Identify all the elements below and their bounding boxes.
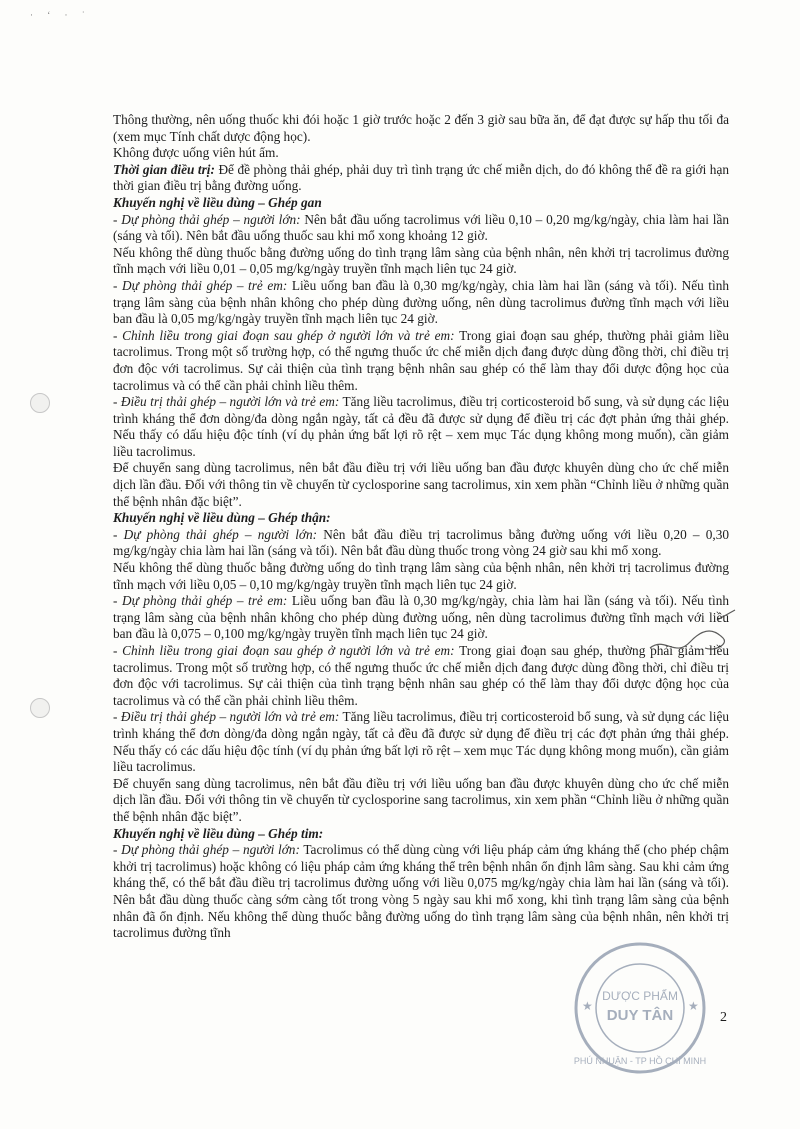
svg-text:DUY TÂN: DUY TÂN xyxy=(606,1007,674,1024)
paragraph-label: - Dự phòng thải ghép – trẻ em: xyxy=(113,593,288,609)
paragraph xyxy=(113,328,729,394)
svg-text:★: ★ xyxy=(688,999,699,1013)
paragraph-text: Tăng liều tacrolimus, điều trị corticosteroid bổ sung, và sử dụng các liệu trình kháng thể đơn dòng/đa dòng ngắn ngày, tất cả đều đã được sử dụng để điều trị các đợt phản ứng thải ghép. Nếu thấy có dấu hiệu độc tính (ví dụ phản ứng bất lợi rõ rệt – xem mục Tác dụng không mong muốn), cần giảm liều tacrolimus. xyxy=(113,394,730,459)
paragraph-text: Nên bắt đầu uống tacrolimus với liều 0,10 – 0,20 mg/kg/ngày, chia làm hai lần (sáng và tối). Nên bắt đầu uống thuốc sau khi mổ xong khoảng 12 giờ. xyxy=(113,211,729,244)
section-heading: Khuyến nghị về liều dùng – Ghép gan xyxy=(113,194,322,210)
paragraph xyxy=(113,278,729,328)
company-stamp xyxy=(560,938,720,1078)
paragraph-label: - Dự phòng thải ghép – người lớn: xyxy=(113,211,301,227)
paragraph xyxy=(113,394,729,460)
paragraph-text: Tăng liều tacrolimus, điều trị corticosteroid bổ sung, và sử dụng các liệu trình kháng thể đơn dòng/đa dòng ngắn ngày, tất cả đều đã được sử dụng để điều trị các đợt phản ứng thải ghép. Nếu thấy có các dấu hiệu độc tính (ví dụ phản ứng bất lợi rõ rệt – xem mục Tác dụng không mong muốn), cần giảm liều tacrolimus. xyxy=(113,709,730,775)
paragraph-text: Nếu không thể dùng thuốc bằng đường uống do tình trạng lâm sàng của bệnh nhân, nên khởi trị tacrolimus đường tĩnh mạch với liều 0,01 – 0,05 mg/kg/ngày truyền tĩnh mạch liên tục 24 giờ. xyxy=(113,244,729,277)
paragraph-text: Không được uống viên hút ẩm. xyxy=(113,145,279,161)
svg-text:DƯỢC PHẨM: DƯỢC PHẨM xyxy=(602,989,678,1003)
section-heading: Khuyến nghị về liều dùng – Ghép thận: xyxy=(113,510,331,526)
paragraph-text: Để chuyển sang dùng tacrolimus, nên bắt đầu điều trị với liều uống ban đầu được khuyên dùng cho ức chế miễn dịch lần đầu. Đối với thông tin về chuyển từ cyclosporine sang tacrolimus, xin xem phần “Chỉnh liều ở những quần thể bệnh nhân đặc biệt”. xyxy=(113,460,729,509)
paragraph xyxy=(113,145,729,162)
paragraph xyxy=(113,527,729,560)
paragraph xyxy=(113,112,729,145)
paragraph xyxy=(113,643,729,709)
paragraph-text: Nếu không thể dùng thuốc bằng đường uống do tình trạng lâm sàng của bệnh nhân, nên khởi trị tacrolimus đường tĩnh mạch với liều 0,05 – 0,10 mg/kg/ngày truyền tĩnh mạch liên tục 24 giờ. xyxy=(113,560,729,592)
paragraph-label: - Điều trị thải ghép – người lớn và trẻ em: xyxy=(113,394,340,410)
paragraph-text: Để đề phòng thải ghép, phải duy trì tình trạng ức chế miễn dịch, do đó không thể đề ra giới hạn thời gian điều trị bằng đường uống. xyxy=(113,161,729,194)
paragraph-text: Trong giai đoạn sau ghép, thường phải giảm liều tacrolimus. Trong một số trường hợp, có thể ngưng thuốc ức chế miễn dịch đang được dùng đồng thời, chỉ điều trị đơn độc với tacrolimus. Sự cải thiện của tình trạng bệnh nhân sau ghép có thể làm thay đổi dược động học của tacrolimus và có thể cần phải chỉnh liều thêm. xyxy=(113,643,729,708)
paragraph xyxy=(113,560,729,593)
page-number: 2 xyxy=(720,1010,727,1025)
paragraph-label: - Chỉnh liều trong giai đoạn sau ghép ở người lớn và trẻ em: xyxy=(113,643,455,658)
paragraph-label: - Dự phòng thải ghép – trẻ em: xyxy=(113,277,288,293)
paragraph-text: Để chuyển sang dùng tacrolimus, nên bắt đầu điều trị với liều uống ban đầu được khuyên dùng cho ức chế miễn dịch lần đầu. Đối với thông tin về chuyển từ cyclosporine sang tacrolimus, xin xem phần “Chỉnh liều ở những quần thể bệnh nhân đặc biệt”. xyxy=(113,775,729,824)
paragraph-text: Thông thường, nên uống thuốc khi đói hoặc 1 giờ trước hoặc 2 đến 3 giờ sau bữa ăn, để đạt được sự hấp thu tối đa (xem mục Tính chất dược động học). xyxy=(113,112,729,144)
handwritten-signature xyxy=(645,608,740,668)
paragraph xyxy=(113,162,729,195)
paragraph xyxy=(113,460,729,510)
paragraph xyxy=(113,709,729,775)
paragraph-label: - Dự phòng thải ghép – người lớn: xyxy=(113,842,300,858)
binder-hole-bottom xyxy=(30,698,50,718)
paragraph-text: Liều uống ban đầu là 0,30 mg/kg/ngày, chia làm hai lần (sáng và tối). Nếu tình trạng lâm sàng của bệnh nhân không cho phép dùng đường uống, nên dùng tacrolimus đường tĩnh mạch với liều ban đầu là 0,05 mg/kg/ngày truyền tĩnh mạch liên tục 24 giờ. xyxy=(113,277,729,327)
paragraph-text: Liều uống ban đầu là 0,30 mg/kg/ngày, chia làm hai lần (sáng và tối). Nếu tình trạng lâm sàng của bệnh nhân không cho phép dùng đường uống, nên dùng tacrolimus đường tĩnh mạch với liều ban đầu là 0,075 – 0,100 mg/kg/ngày truyền tĩnh mạch liên tục 24 giờ. xyxy=(113,593,729,642)
paragraph xyxy=(113,212,729,245)
paragraph-label: - Dự phòng thải ghép – người lớn: xyxy=(113,526,318,542)
paragraph xyxy=(113,245,729,278)
paragraph xyxy=(113,776,729,826)
document-body xyxy=(113,112,729,942)
binder-hole-top xyxy=(30,393,50,413)
svg-text:★: ★ xyxy=(582,999,593,1013)
paragraph-label: Thời gian điều trị: xyxy=(113,161,215,177)
paragraph xyxy=(113,593,729,643)
paragraph-text: Tacrolimus có thể dùng cùng với liệu pháp cảm ứng kháng thể (cho phép chậm khởi trị tacrolimus) hoặc không có liệu pháp cảm ứng kháng thể trên bệnh nhân ổn định lâm sàng. Sau khi cảm ứng kháng thể, có thể bắt đầu điều trị tacrolimus đường uống với liều 0,075 mg/kg/ngày chia làm hai lần (sáng và tối). Nên bắt đầu dùng thuốc càng sớm càng tốt trong vòng 5 ngày sau khi mổ xong, khi tình trạng lâm sàng của bệnh nhân đã ổn định. Nếu không thể dùng thuốc bằng đường uống do tình trạng lâm sàng của bệnh nhân, nên khởi trị tacrolimus đường tĩnh xyxy=(113,842,729,941)
paragraph-text: Nên bắt đầu điều trị tacrolimus bằng đường uống với liều 0,20 – 0,30 mg/kg/ngày chia làm hai lần (sáng và tối). Nên bắt đầu dùng thuốc trong vòng 24 giờ sau khi mổ xong. xyxy=(113,526,729,559)
svg-text:PHÚ NHUẬN - TP HỒ CHÍ MINH: PHÚ NHUẬN - TP HỒ CHÍ MINH xyxy=(573,1056,707,1066)
paragraph xyxy=(113,842,729,942)
paragraph-text: Trong giai đoạn sau ghép, thường phải giảm liều tacrolimus. Trong một số trường hợp, có thể ngưng thuốc ức chế miễn dịch đang được dùng đồng thời, chỉ điều trị đơn độc với tacrolimus. Sự cải thiện của tình trạng bệnh nhân sau ghép có thể làm thay đổi dược động học của tacrolimus và có thể cần phải chỉnh liều thêm. xyxy=(113,327,729,393)
section-heading: Khuyến nghị về liều dùng – Ghép tim: xyxy=(113,825,324,841)
scan-specks: · ‘ · ˙ xyxy=(30,10,91,20)
paragraph-label: - Điều trị thải ghép – người lớn và trẻ em: xyxy=(113,709,340,725)
paragraph-label: - Chỉnh liều trong giai đoạn sau ghép ở người lớn và trẻ em: xyxy=(113,327,455,343)
